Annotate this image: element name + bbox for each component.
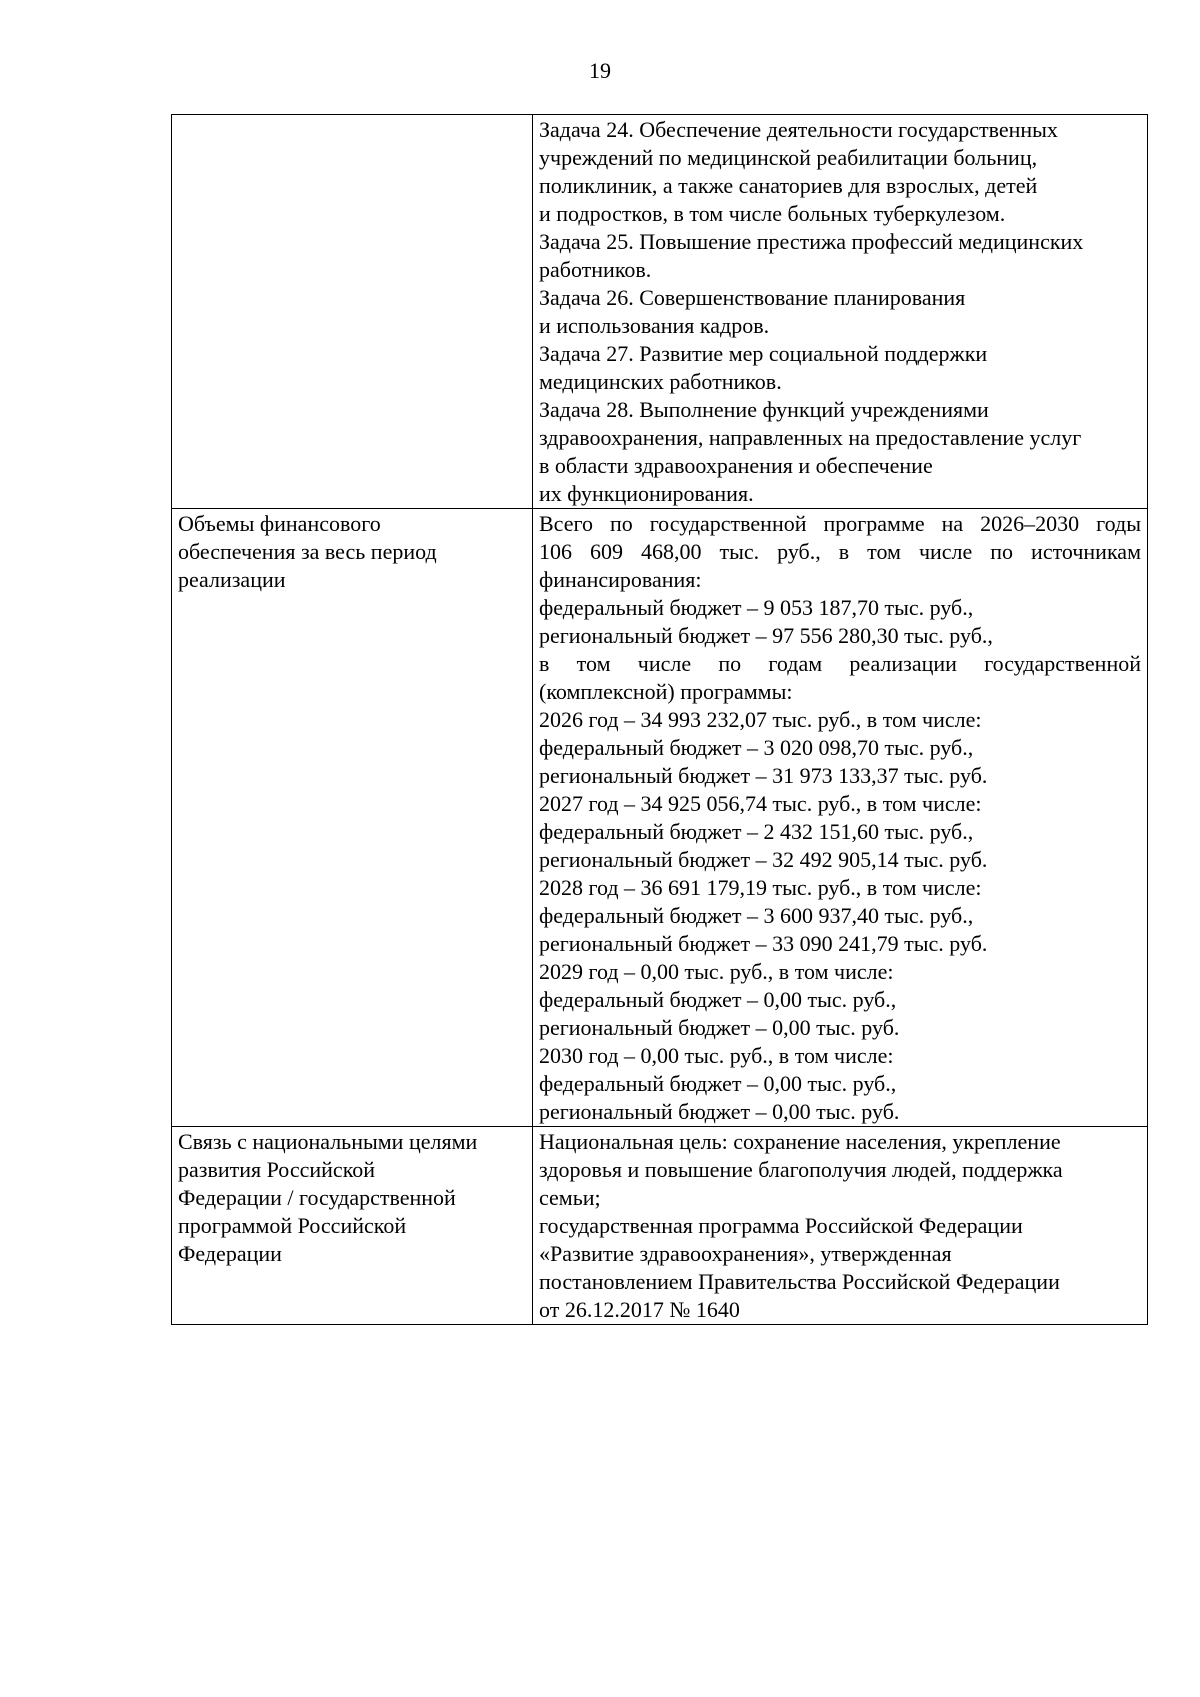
label-line: Федерации / государственной [178,1185,456,1210]
financing-line: федеральный бюджет – 0,00 тыс. руб., [539,987,897,1012]
financing-line: в том числе по годам реализации государственной [539,651,1141,676]
label-line: программой Российской [178,1213,407,1238]
table-row-national-goals [172,1127,1148,1325]
financing-line: 2026 год – 34 993 232,07 тыс. руб., в том числе: [539,707,982,732]
label-line: реализации [178,567,286,592]
task-line: работников. [539,257,652,282]
task-line: Задача 24. Обеспечение деятельности государственных [539,117,1058,142]
row-label-cell [172,509,533,1127]
task-line: Задача 27. Развитие мер социальной поддержки [539,341,988,366]
table-row-financing [172,509,1148,1127]
financing-line: 2027 год – 34 925 056,74 тыс. руб., в том числе: [539,791,982,816]
label-line: Связь с национальными целями [178,1129,478,1154]
financing-line: федеральный бюджет – 3 020 098,70 тыс. руб., [539,735,974,760]
financing-line: 2030 год – 0,00 тыс. руб., в том числе: [539,1043,894,1068]
table-row-tasks [172,115,1148,509]
task-line: в области здравоохранения и обеспечение [539,453,933,478]
financing-line: (комплексной) программы: [539,679,793,704]
task-line: Задача 28. Выполнение функций учреждениями [539,397,989,422]
financing-line: федеральный бюджет – 3 600 937,40 тыс. руб., [539,903,974,928]
goal-line: от 26.12.2017 № 1640 [539,1297,740,1322]
goal-line: здоровья и повышение благополучия людей, поддержка [539,1157,1063,1182]
page-number: 19 [589,58,611,83]
financing-line: региональный бюджет – 33 090 241,79 тыс. руб. [539,931,988,956]
financing-line: региональный бюджет – 32 492 905,14 тыс. руб. [539,847,988,872]
financing-line: федеральный бюджет – 0,00 тыс. руб., [539,1071,897,1096]
financing-line: региональный бюджет – 0,00 тыс. руб. [539,1015,900,1040]
financing-line: 2029 год – 0,00 тыс. руб., в том числе: [539,959,894,984]
financing-line: региональный бюджет – 0,00 тыс. руб. [539,1099,900,1124]
task-line: их функционирования. [539,481,754,506]
task-line: здравоохранения, направленных на предоставление услуг [539,425,1082,450]
program-passport-table [171,114,1148,1325]
financing-line: федеральный бюджет – 2 432 151,60 тыс. руб., [539,819,974,844]
financing-line: федеральный бюджет – 9 053 187,70 тыс. руб., [539,595,974,620]
financing-line: 106 609 468,00 тыс. руб., в том числе по источникам [539,539,1141,564]
label-line: Объемы финансового [178,511,381,536]
label-line: обеспечения за весь период [178,539,437,564]
financing-line: финансирования: [539,567,702,592]
label-line: развития Российской [178,1157,376,1182]
label-line: Федерации [178,1241,282,1266]
row-label-cell [172,1127,533,1325]
task-line: Задача 26. Совершенствование планирования [539,285,966,310]
task-line: учреждений по медицинской реабилитации больниц, [539,145,1038,170]
goal-line: семьи; [539,1185,601,1210]
goal-line: государственная программа Российской Федерации [539,1213,1023,1238]
financing-line: 2028 год – 36 691 179,19 тыс. руб., в том числе: [539,875,982,900]
goal-line: «Развитие здравоохранения», утвержденная [539,1241,952,1266]
row-content-cell [533,1127,1148,1325]
task-line: Задача 25. Повышение престижа профессий медицинских [539,229,1084,254]
task-line: и использования кадров. [539,313,770,338]
row-content-cell [533,115,1148,509]
financing-line: региональный бюджет – 97 556 280,30 тыс. руб., [539,623,993,648]
financing-line: Всего по государственной программе на 2026–2030 годы [539,511,1141,536]
row-content-cell [533,509,1148,1127]
goal-line: постановлением Правительства Российской Федерации [539,1269,1060,1294]
task-line: поликлиник, а также санаториев для взрослых, детей [539,173,1038,198]
row-label-cell [172,115,533,509]
task-line: и подростков, в том числе больных туберкулезом. [539,201,1006,226]
goal-line: Национальная цель: сохранение населения, укрепление [539,1129,1061,1154]
financing-line: региональный бюджет – 31 973 133,37 тыс. руб. [539,763,988,788]
task-line: медицинских работников. [539,369,782,394]
